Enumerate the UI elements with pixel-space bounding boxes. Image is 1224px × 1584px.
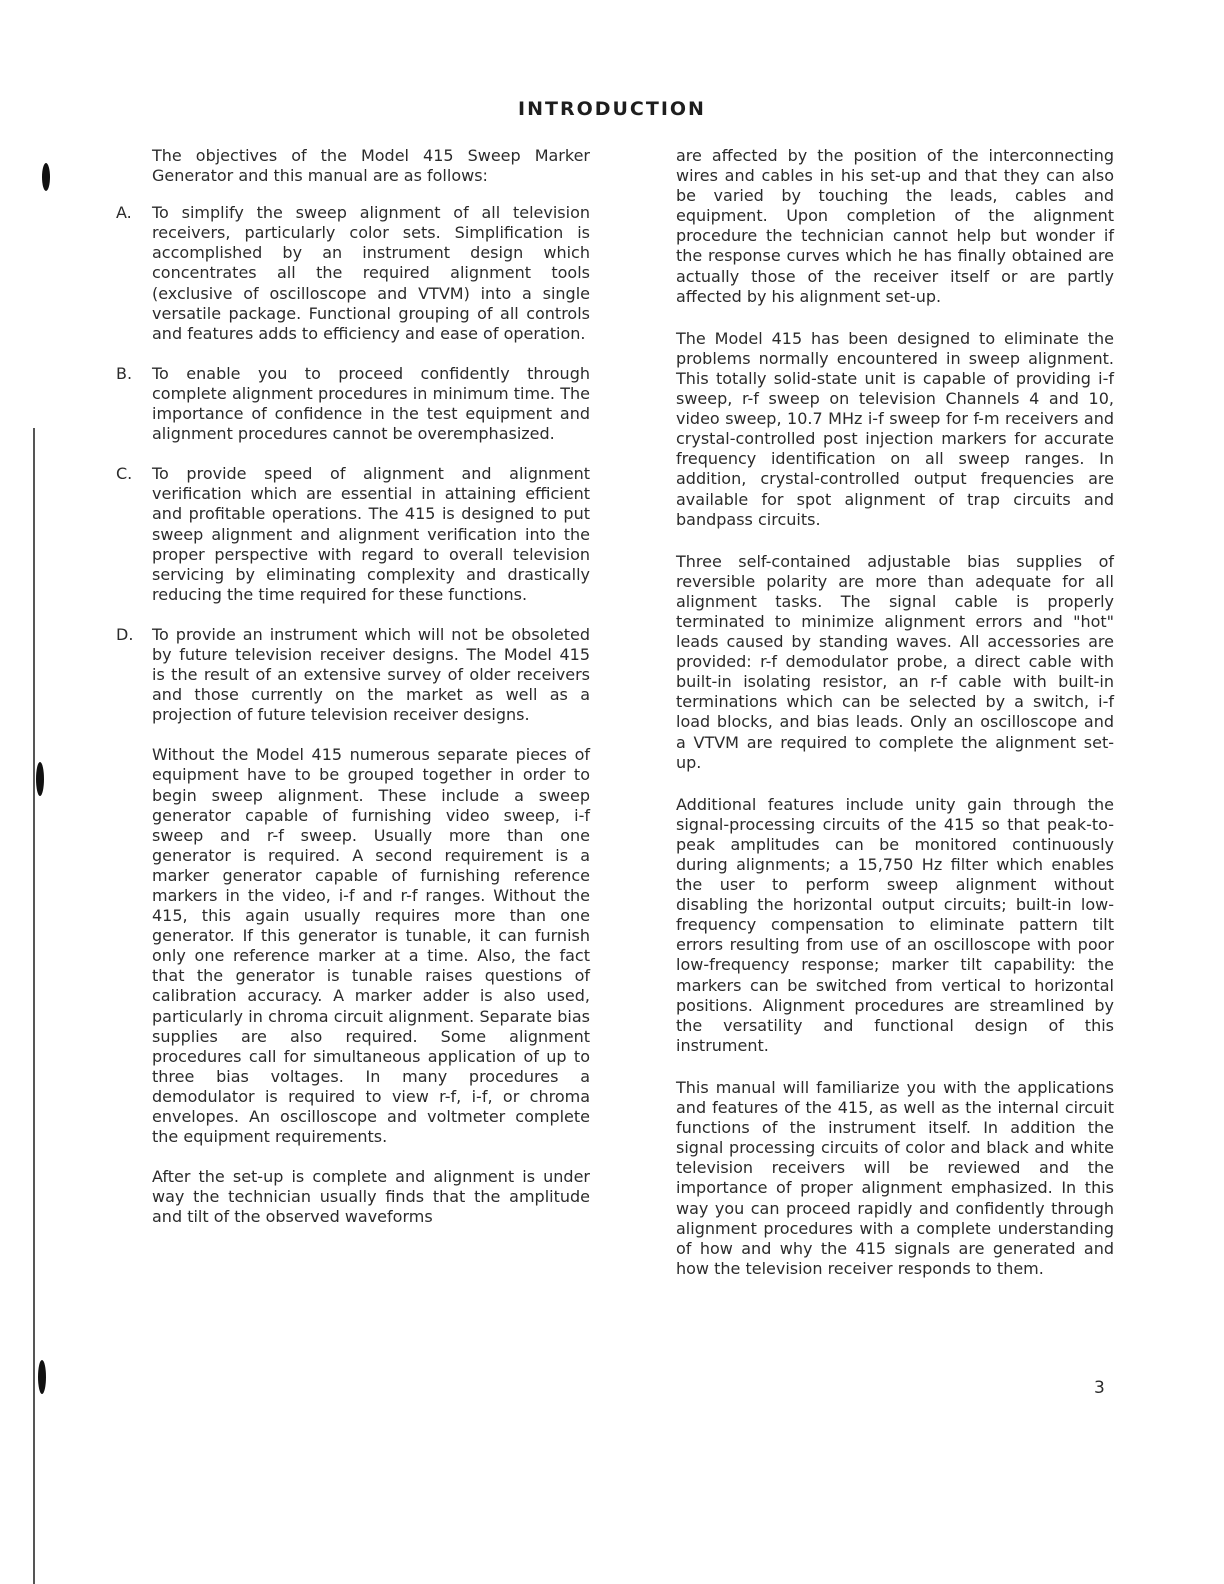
objective-item-d	[116, 624, 590, 725]
body-paragraph: The Model 415 has been designed to eliminate the problems normally encountered in sweep alignment. This totally solid-state unit is capable of providing i-f sweep, r-f sweep on television Channels 4 and 10, video sweep, 10.7 MHz i-f sweep for f-m receivers and crystal-controlled post injection markers for accurate frequency identification on all sweep ranges. In addition, crystal-controlled output frequencies are available for spot alignment of trap circuits and bandpass circuits.	[676, 328, 1114, 529]
body-paragraph: Without the Model 415 numerous separate pieces of equipment have to be grouped together in order to begin sweep alignment. These include a sweep generator capable of furnishing video sweep, i-f sweep and r-f sweep. Usually more than one generator is required. A second requirement is a marker generator capable of furnishing reference markers in the video, i-f and r-f ranges. Without the 415, this again usually requires more than one generator. If this generator is tunable, it can furnish only one reference marker at a time. Also, the fact that the generator is tunable raises questions of calibration accuracy. A marker adder is also used, particularly in chroma circuit alignment. Separate bias supplies are also required. Some alignment procedures call for simultaneous application of up to three bias voltages. In many procedures a demodulator is required to view r-f, i-f, or chroma envelopes. An oscilloscope and voltmeter complete the equipment requirements.	[152, 745, 590, 1147]
item-text: To enable you to proceed confidently through complete alignment procedures in minimum time. The importance of confidence in the test equipment and alignment procedures cannot be overemphasized.	[152, 363, 590, 444]
binder-hole-bottom	[38, 1360, 46, 1394]
item-text: To provide speed of alignment and alignment verification which are essential in attaining efficient and profitable operations. The 415 is designed to put sweep alignment and alignment verification into the proper perspective with regard to overall television servicing by eliminating complexity and drastically reducing the time required for these functions.	[152, 464, 590, 604]
objective-item-a	[116, 203, 590, 344]
intro-paragraph: The objectives of the Model 415 Sweep Marker Generator and this manual are as follows:	[152, 146, 590, 186]
body-paragraph: Additional features include unity gain through the signal-processing circuits of the 415 so that peak-to-peak amplitudes can be monitored continuously during alignments; a 15,750 Hz filter which enables the user to perform sweep alignment without disabling the horizontal output circuits; built-in low-frequency compensation to eliminate pattern tilt errors resulting from use of an oscilloscope with poor low-frequency response; marker tilt capability: the markers can be switched from vertical to horizontal positions. Alignment procedures are streamlined by the versatility and functional design of this instrument.	[676, 794, 1114, 1055]
item-letter: B.	[116, 363, 133, 383]
left-column	[116, 146, 590, 1248]
binder-hole-middle	[36, 762, 44, 796]
body-paragraph: After the set-up is complete and alignment is under way the technician usually finds that the amplitude and tilt of the observed waveforms	[152, 1167, 590, 1227]
item-text: To provide an instrument which will not be obsoleted by future television receiver designs. The Model 415 is the result of an extensive survey of older receivers and those currently on the market as well as a projection of future television receiver designs.	[152, 624, 590, 725]
body-paragraph: Three self-contained adjustable bias supplies of reversible polarity are more than adequate for all alignment tasks. The signal cable is properly terminated to minimize alignment errors and "hot" leads caused by standing waves. All accessories are provided: r-f demodulator probe, a direct cable with built-in isolating resistor, an r-f cable with built-in terminations which can be selected by a switch, i-f load blocks, and bias leads. Only an oscilloscope and a VTVM are required to complete the alignment set-up.	[676, 551, 1114, 772]
page-edge-line	[33, 428, 35, 1584]
objective-item-c	[116, 464, 590, 605]
binder-hole-top	[42, 163, 50, 191]
page-number: 3	[1094, 1378, 1105, 1398]
page-title: INTRODUCTION	[518, 98, 706, 120]
body-paragraph: are affected by the position of the interconnecting wires and cables in his set-up and that they can also be varied by touching the leads, cables and equipment. Upon completion of the alignment procedure the technician cannot help but wonder if the response curves which he has finally obtained are actually those of the receiver itself or are partly affected by his alignment set-up.	[676, 146, 1114, 306]
objective-item-b	[116, 363, 590, 444]
right-column	[676, 146, 1114, 1301]
body-paragraph: This manual will familiarize you with the applications and features of the 415, as well as the internal circuit functions of the instrument itself. In addition the signal processing circuits of color and black and white television receivers will be reviewed and the importance of proper alignment emphasized. In this way you can proceed rapidly and confidently through alignment procedures with a complete understanding of how and why the 415 signals are generated and how the television receiver responds to them.	[676, 1077, 1114, 1278]
item-letter: D.	[116, 624, 134, 644]
item-text: To simplify the sweep alignment of all television receivers, particularly color sets. Simplification is accomplished by an instrument design which concentrates all the required alignment tools (exclusive of oscilloscope and VTVM) into a single versatile package. Functional grouping of all controls and features adds to efficiency and ease of operation.	[152, 203, 590, 343]
item-letter: C.	[116, 464, 133, 484]
item-letter: A.	[116, 203, 132, 223]
